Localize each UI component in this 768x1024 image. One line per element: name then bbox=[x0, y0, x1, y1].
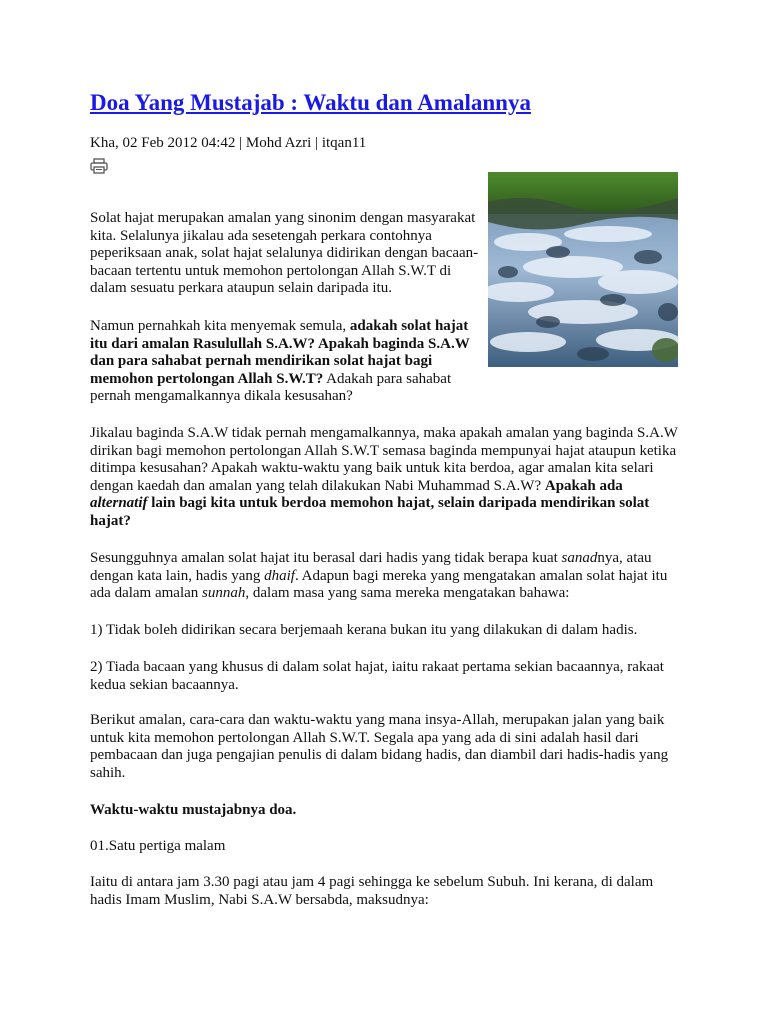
text-run: lain bagi kita untuk berdoa memohon hajat, selain daripada mendirikan solat hajat? bbox=[90, 495, 650, 529]
italic-term: alternatif bbox=[90, 495, 148, 511]
article-meta: Kha, 02 Feb 2012 04:42 | Mohd Azri | itqan11 bbox=[90, 135, 367, 151]
italic-term: sunnah bbox=[202, 585, 246, 601]
list-point-2: 2) Tiada bacaan yang khusus di dalam solat hajat, iaitu rakaat pertama sekian bacaannya, rakaat kedua sekian bacaannya. bbox=[90, 659, 664, 693]
text-run: Apakah ada bbox=[544, 477, 623, 494]
text-run: nya, atau dengan kata lain, hadis yang bbox=[90, 550, 652, 584]
paragraph-method: Berikut amalan, cara-cara dan waktu-waktu yang mana insya-Allah, merupakan jalan yang baik untuk kita memohon pertolongan Allah S.W.T. Segala apa yang ada di sini adalah hasil dari pembacaan dan juga pengajian penulis di dalam bidang hadis, dan diambil dari hadis-hadis yang sahih. bbox=[90, 712, 669, 781]
paragraph-hadith-status bbox=[90, 550, 680, 603]
heading-text: Waktu-waktu mustajabnya doa. bbox=[90, 802, 297, 818]
italic-term: sanad bbox=[561, 550, 598, 566]
paragraph-sunnah-question bbox=[90, 425, 680, 530]
bold-question: adakah solat hajat itu dari amalan Rasulullah S.A.W? Apakah baginda S.A.W dan para sahabat pernah mendirikan solat hajat bagi memohon pertolongan Allah S.W.T? bbox=[90, 318, 470, 387]
paragraph-intro: Solat hajat merupakan amalan yang sinonim dengan masyarakat kita. Selalunya jikalau ada sesetengah perkara contohnya peperiksaan anak, solat hajat selalunya didirikan dengan bacaan-bacaan tertentu untuk memohon pertolongan Allah S.W.T di dalam sesuatu perkara ataupun selain daripada itu. bbox=[90, 210, 479, 296]
text-run: Sesungguhnya amalan solat hajat itu berasal dari hadis yang tidak berapa kuat bbox=[90, 550, 562, 566]
paragraph-time-detail: Iaitu di antara jam 3.30 pagi atau jam 4 pagi sehingga ke sebelum Subuh. Ini kerana, di dalam hadis Imam Muslim, Nabi S.A.W bersabda, maksudnya: bbox=[90, 874, 654, 908]
section-heading bbox=[90, 802, 680, 820]
text-run: Jikalau baginda S.A.W tidak pernah mengamalkannya, maka apakah amalan yang baginda S.A.W dirikan bagi memohon pertolongan Allah S.W.T semasa baginda mempunyai hajat ataupun ketika ditimpa kesusahan? Apakah waktu-waktu yang baik untuk kita berdoa, agar amalan kita selari dengan kaedah dan amalan yang telah dilakukan Nabi Muhammad S.A.W? bbox=[90, 425, 678, 494]
text-run: . Adapun bagi mereka yang mengatakan amalan solat hajat itu ada dalam amalan bbox=[90, 567, 668, 601]
section-item-1: 01.Satu pertiga malam bbox=[90, 838, 226, 854]
list-point-1: 1) Tidak boleh didirikan secara berjemaah kerana bukan itu yang dilakukan di dalam hadis. bbox=[90, 622, 638, 638]
text-run: Namun pernahkah kita menyemak semula, bbox=[90, 318, 350, 334]
printer-icon[interactable] bbox=[90, 158, 108, 174]
stream-photo bbox=[488, 172, 678, 367]
text-run: Adakah para sahabat pernah mengamalkannya dikala kesusahan? bbox=[90, 370, 452, 404]
article-title-link[interactable]: Doa Yang Mustajab : Waktu dan Amalannya bbox=[90, 90, 531, 115]
text-run: , dalam masa yang sama mereka mengatakan bahawa: bbox=[245, 585, 570, 601]
italic-term: dhaif bbox=[264, 567, 295, 584]
paragraph-question bbox=[90, 318, 482, 406]
